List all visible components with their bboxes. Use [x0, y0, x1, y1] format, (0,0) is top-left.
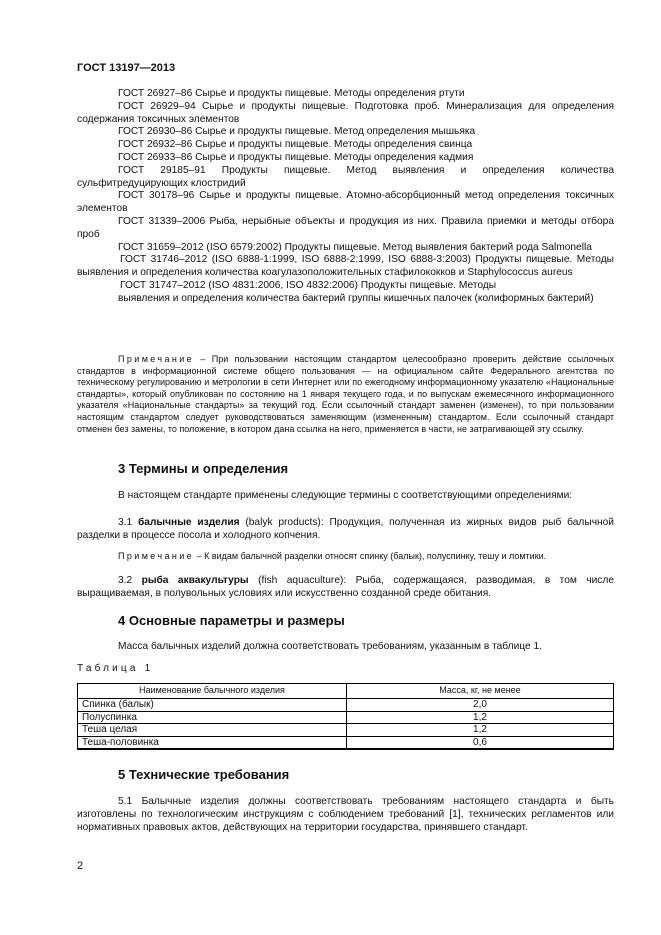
reference-item: ГОСТ 30178–96 Сырье и продукты пищевые. Атомно-абсорбционный метод определения токсичных элементов	[77, 190, 614, 215]
table-row	[78, 711, 614, 724]
term-note	[77, 551, 614, 563]
column-header-mass: Масса, кг, не менее	[347, 684, 614, 699]
section-3-intro: В настоящем стандарте применены следующие термины с соответствующими определениями:	[118, 490, 573, 501]
reference-item: ГОСТ 26927–86 Сырье и продукты пищевые. Методы определения ртути	[118, 88, 465, 99]
term-balyk-products	[77, 516, 614, 542]
note-text: – При пользовании настоящим стандартом целесообразно проверить действие ссылочных стандартов в информационной системе общего пользования — на официальном сайте Федерального агентства по техническому регулированию и метрологии в сети Интернет или по ежегодному информационному указателю «Национальные стандарты», который опубликован по состоянию на 1 января текущего года, и по выпускам ежемесячного информационного указателя «Национальные стандарты» за текущий год. Если ссылочный стандарт заменен (изменен), то при пользовании настоящим стандартом следует руководствоваться заменяющим (измененным) стандартом. Если ссылочный стандарт отменен без замены, то положение, в котором дана ссылка на него, применяется в части, не затрагивающей эту ссылку.	[77, 354, 614, 434]
note-label: Примечание	[118, 551, 195, 561]
term-name: рыба аквакультуры	[141, 575, 249, 586]
product-name-cell: Полуспинка	[78, 711, 347, 724]
reference-item: ГОСТ 26930–86 Сырье и продукты пищевые. Метод определения мышьяка	[118, 126, 476, 138]
section-4-title: 4 Основные параметры и размеры	[118, 613, 345, 628]
page-number: 2	[77, 860, 84, 872]
table-row	[78, 724, 614, 737]
normative-references-list	[77, 88, 614, 306]
reference-item: ГОСТ 31339–2006 Рыба, нерыбные объекты и продукция из них. Правила приемки и методы отбора проб	[77, 215, 614, 240]
note-label: Примечание	[118, 354, 195, 364]
section-4-text: Масса балычных изделий должна соответствовать требованиям, указанным в таблице 1.	[118, 641, 543, 652]
mass-cell: 2,0	[347, 699, 614, 712]
references-note	[77, 354, 614, 435]
mass-cell: 1,2	[347, 711, 614, 724]
column-header-product: Наименование балычного изделия	[78, 684, 347, 699]
reference-item: ГОСТ 26929–94 Сырье и продукты пищевые. Подготовка проб. Минерализация для определения содержания токсичных элементов	[77, 100, 614, 125]
term-fish-aquaculture	[77, 574, 614, 600]
reference-continuation: выявления и определения количества бактерий группы кишечных палочек (колиформных бактерий)	[118, 292, 594, 304]
document-code-header: ГОСТ 13197—2013	[77, 62, 176, 74]
section-5-text: 5.1 Балычные изделия должны соответствовать требованиям настоящего стандарта и быть изготовлены по технологическим инструкциям с соблюдением требований [1], технических регламентов или нормативных правовых актов, действующих на территории государства, принявшего стандарт.	[77, 796, 614, 834]
term-name: балычные изделия	[138, 517, 240, 528]
table-1	[77, 683, 614, 750]
reference-item: ГОСТ 31659–2012 (ISO 6579:2002) Продукты пищевые. Метод выявления бактерий рода Salmonella	[118, 241, 592, 253]
product-name-cell: Теша-половинка	[78, 736, 347, 749]
mass-cell: 1,2	[347, 724, 614, 737]
reference-item: ГОСТ 26933–86 Сырье и продукты пищевые. Методы определения кадмия	[118, 151, 474, 163]
term-number: 3.2	[118, 575, 142, 586]
product-name-cell: Теша целая	[78, 724, 347, 737]
term-definition: (balyk products): Продукция, полученная из жирных видов рыб балычной разделки в процессе посола и холодного копчения.	[77, 517, 614, 542]
term-definition: (fish aquaculture): Рыба, содержащаяся, разводимая, в том числе выращиваемая, в полувольных условиях или искусственно созданной среде обитания.	[77, 575, 615, 600]
mass-cell: 0,6	[347, 736, 614, 749]
table-row	[78, 736, 614, 749]
product-name-cell: Спинка (балык)	[78, 699, 347, 712]
term-number: 3.1	[118, 517, 138, 528]
table-header-row	[78, 684, 614, 699]
reference-item: ГОСТ 31746–2012 (ISO 6888-1:1999, ISO 6888-2:1999, ISO 6888-3:2003) Продукты пищевые. Методы выявления и определения количества коагулазоположительных стафилококков и Staphylococcus aureus	[77, 254, 614, 279]
table-row	[78, 699, 614, 712]
reference-item: ГОСТ 29185–91 Продукты пищевые. Метод выявления и определения количества сульфитредуцирующих клостридий	[77, 164, 614, 189]
section-5-title: 5 Технические требования	[118, 767, 290, 782]
table-caption: Таблица 1	[77, 663, 154, 674]
note-text: – К видам балычной разделки относят спинку (балык), полуспинку, тешу и ломтики.	[194, 551, 547, 561]
reference-item: ГОСТ 26932–86 Сырье и продукты пищевые. Методы определения свинца	[118, 139, 473, 151]
reference-item: ГОСТ 31747–2012 (ISO 4831:2006, ISO 4832:2006) Продукты пищевые. Методы	[120, 279, 497, 291]
section-3-title: 3 Термины и определения	[118, 461, 289, 476]
